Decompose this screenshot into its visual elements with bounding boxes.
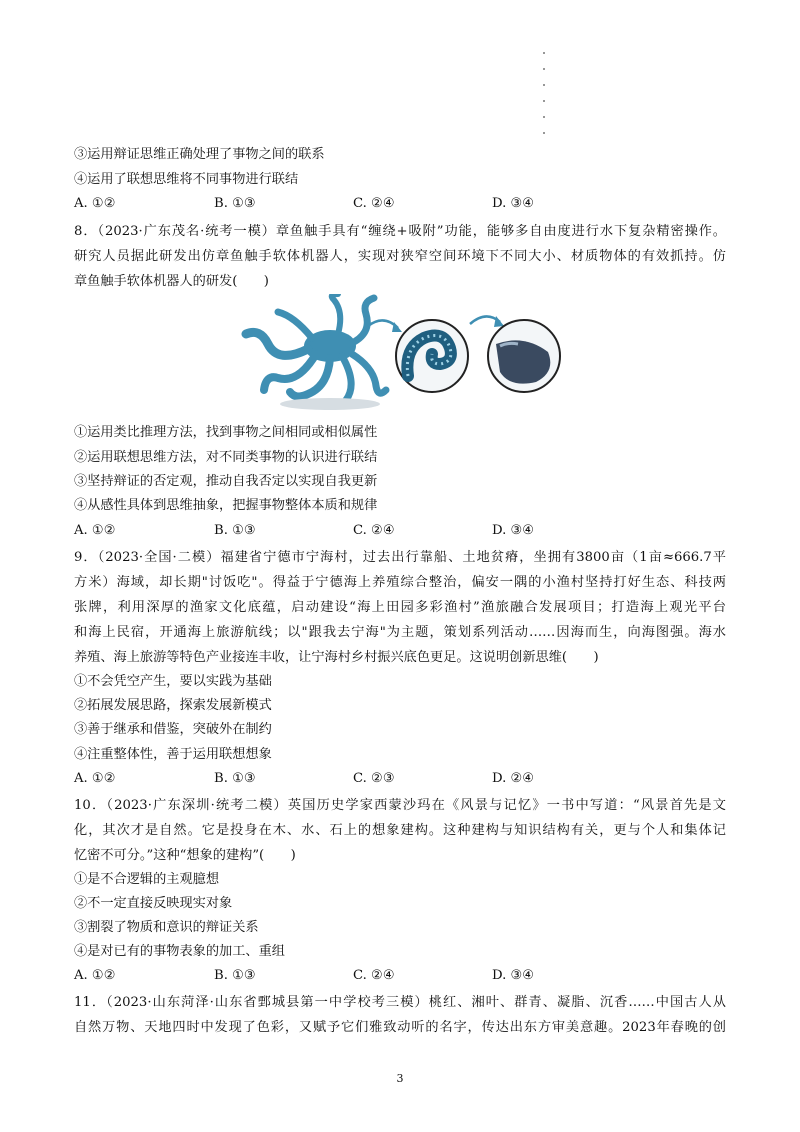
q7-choice-4: ④运用了联想思维将不同事物进行联结 [74,172,299,187]
q10-stem-line-1: 10．（2023·广东深圳·统考二模）英国历史学家西蒙沙玛在《风景与记忆》一书中写道：“风景首先是文 [74,798,726,813]
option-b: B. ①③ [214,523,256,538]
q10-choice-4: ④是对已有的事物表象的加工、重组 [74,944,285,959]
option-b: B. ①③ [214,968,256,983]
option-d: D. ③④ [492,968,535,983]
q8-choice-2: ②运用联想思维方法，对不同类事物的认识进行联结 [74,450,378,465]
q8-choice-3: ③坚持辩证的否定观，推动自我否定以实现自我更新 [74,474,378,489]
page-number: 3 [396,1072,404,1085]
q9-stem-line-3: 张牌，利用深厚的渔家文化底蕴，启动建设“海上田园多彩渔村”渔旅融合发展项目；打造海上观光平台 [74,600,726,615]
q11-stem-line-1: 11．（2023·山东菏泽·山东省鄄城县第一中学校考三模）桃红、湘叶、群青、凝脂、沉香……中国古人从 [74,995,726,1010]
option-a: A. ①② [74,968,116,983]
q9-choice-4: ④注重整体性，善于运用联想想象 [74,747,272,762]
q10-options [74,964,634,988]
q10-choice-3: ③割裂了物质和意识的辩证关系 [74,920,259,935]
option-d: D. ②④ [492,771,535,786]
q9-stem-line-4: 和海上民宿，开通海上旅游航线；以"跟我去宁海"为主题，策划系列活动……因海而生，向海图强。海水 [74,625,726,640]
option-c: C. ②④ [353,196,395,211]
q11-stem-line-2: 自然万物、天地四时中发现了色彩，又赋予它们雅致动听的名字，传达出东方审美意趣。2023年春晚的创 [74,1020,726,1035]
option-c: C. ②③ [353,771,395,786]
tentacle-closeup-icon [396,320,468,392]
octopus-image [246,294,386,410]
q9-stem-line-5: 养殖、海上旅游等特色产业接连丰收，让宁海村乡村振兴底色更足。这说明创新思维( ) [74,650,599,665]
option-a: A. ①② [74,523,116,538]
option-a: A. ①② [74,771,116,786]
octopus-illustration [238,294,562,412]
q9-options [74,767,634,791]
q10-stem-line-3: 忆密不可分。”这种“想象的建构”( ) [74,848,296,863]
margin-dots [542,52,548,148]
q9-choice-2: ②拓展发展思路，探索发展新模式 [74,698,272,713]
q8-options [74,519,634,543]
q8-stem-line-3: 章鱼触手软体机器人的研发( ) [74,274,269,289]
q9-stem-line-1: 9．（2023·全国·二模）福建省宁德市宁海村，过去出行靠船、土地贫瘠，坐拥有3800亩（1亩≈666.7平 [74,550,726,565]
q8-choice-1: ①运用类比推理方法，找到事物之间相同或相似属性 [74,425,378,440]
option-a: A. ①② [74,196,116,211]
q10-choice-2: ②不一定直接反映现实对象 [74,896,233,911]
q9-choice-3: ③善于继承和借鉴，突破外在制约 [74,722,272,737]
option-c: C. ②④ [353,968,395,983]
q7-choice-3: ③运用辩证思维正确处理了事物之间的联系 [74,147,325,162]
option-d: D. ③④ [492,196,535,211]
option-c: C. ②④ [353,523,395,538]
q9-stem-line-2: 方米）海域，却长期"讨饭吃"。得益于宁德海上养殖综合整治，偏安一隅的小渔村坚持打好生态、科技两 [74,575,726,590]
option-b: B. ①③ [214,196,256,211]
q8-stem-line-2: 研究人员据此研发出仿章鱼触手软体机器人，实现对狭窄空间环境下不同大小、材质物体的有效抓持。仿 [74,249,726,264]
q9-choice-1: ①不会凭空产生，要以实践为基础 [74,674,272,689]
q7-options [74,192,634,216]
q10-stem-line-2: 化，其次才是自然。它是投身在木、水、石上的想象建构。这种建构与知识结构有关，更与个人和集体记 [74,823,726,838]
q8-choice-4: ④从感性具体到思维抽象，把握事物整体本质和规律 [74,498,378,513]
option-b: B. ①③ [214,771,256,786]
option-d: D. ③④ [492,523,535,538]
octopus-robot-figure [238,294,562,412]
grasped-object-icon [488,320,560,392]
q10-choice-1: ①是不合逻辑的主观臆想 [74,872,220,887]
q8-stem-line-1: 8．（2023·广东茂名·统考一模）章鱼触手具有“缠绕+吸附”功能，能够多自由度进行水下复杂精密操作。 [74,224,726,239]
